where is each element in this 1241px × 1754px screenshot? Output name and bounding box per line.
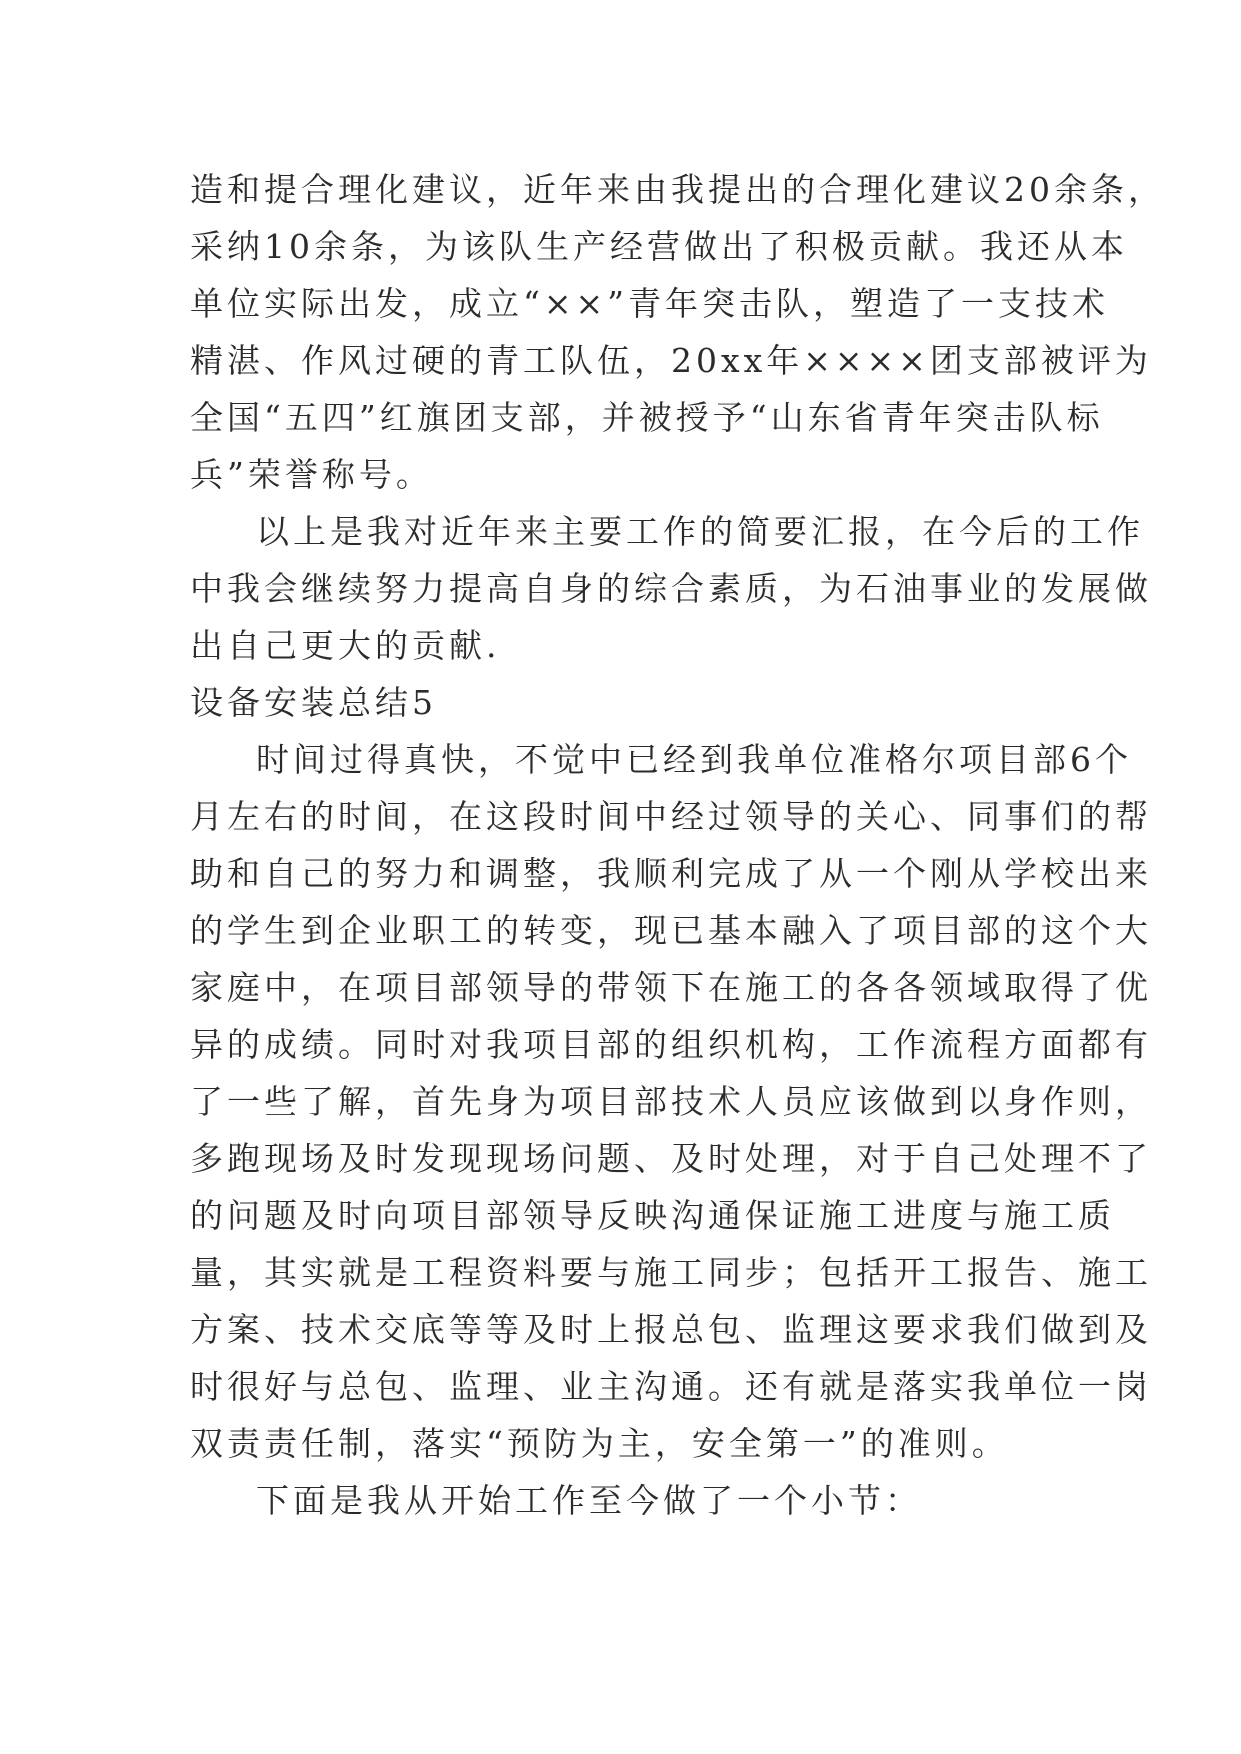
text-line: 的学生到企业职工的转变，现已基本融入了项目部的这个大 (190, 911, 1152, 950)
text-line: 家庭中，在项目部领导的带领下在施工的各各领域取得了优 (190, 968, 1152, 1007)
text-line: 时间过得真快，不觉中已经到我单位准格尔项目部6个 (256, 740, 1132, 779)
text-line: 月左右的时间，在这段时间中经过领导的关心、同事们的帮 (190, 797, 1152, 836)
text-line: 量，其实就是工程资料要与施工同步；包括开工报告、施工 (190, 1253, 1152, 1292)
text-line: 中我会继续努力提高自身的综合素质，为石油事业的发展做 (190, 569, 1152, 608)
text-line: 的问题及时向项目部领导反映沟通保证施工进度与施工质 (190, 1196, 1115, 1235)
text-line: 下面是我从开始工作至今做了一个小节： (256, 1481, 922, 1520)
text-line: 全国“五四”红旗团支部，并被授予“山东省青年突击队标 (190, 398, 1104, 437)
text-line: 异的成绩。同时对我项目部的组织机构，工作流程方面都有 (190, 1025, 1152, 1064)
text-line: 出自己更大的贡献. (190, 626, 501, 665)
text-line: 了一些了解，首先身为项目部技术人员应该做到以身作则， (190, 1082, 1152, 1121)
text-line: 单位实际出发，成立“××”青年突击队，塑造了一支技术 (190, 284, 1110, 323)
document-body (190, 161, 1165, 1529)
text-line: 时很好与总包、监理、业主沟通。还有就是落实我单位一岗 (190, 1367, 1152, 1406)
text-line: 助和自己的努力和调整，我顺利完成了从一个刚从学校出来 (190, 854, 1152, 893)
text-line: 多跑现场及时发现现场问题、及时处理，对于自己处理不了 (190, 1139, 1152, 1178)
text-line: 采纳10余条，为该队生产经营做出了积极贡献。我还从本 (190, 227, 1128, 266)
text-line: 兵”荣誉称号。 (190, 455, 433, 494)
section-heading: 设备安装总结5 (190, 683, 437, 722)
text-line: 双责责任制，落实“预防为主，安全第一”的准则。 (190, 1424, 1009, 1463)
text-line: 以上是我对近年来主要工作的简要汇报，在今后的工作 (256, 512, 1144, 551)
text-line: 方案、技术交底等等及时上报总包、监理这要求我们做到及 (190, 1310, 1152, 1349)
text-line: 造和提合理化建议，近年来由我提出的合理化建议20余条， (190, 170, 1165, 209)
text-line: 精湛、作风过硬的青工队伍，20xx年××××团支部被评为 (190, 341, 1152, 380)
